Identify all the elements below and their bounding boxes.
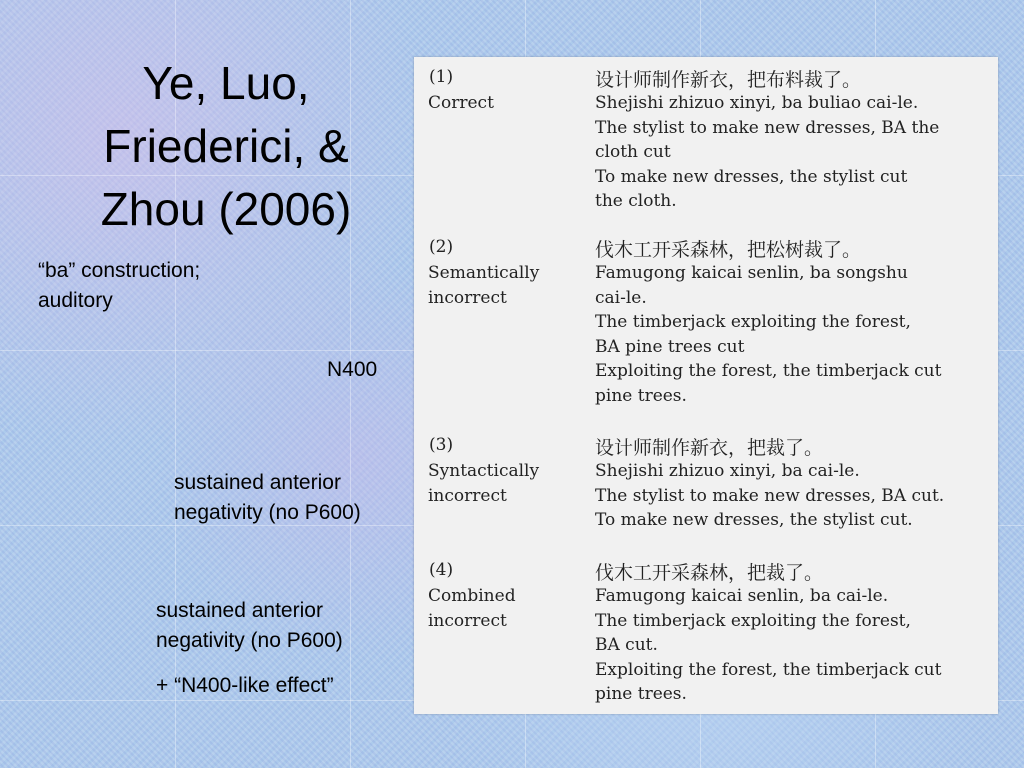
gloss-line: To make new dresses, the stylist cut <box>595 166 908 187</box>
subtitle-line: auditory <box>38 289 113 312</box>
annotation-line: sustained anterior <box>156 599 323 622</box>
example-chinese: 伐木工开采森林，把松树裁了。 <box>595 239 862 261</box>
n400-annotation: N400 <box>327 358 378 381</box>
annotation-line: sustained anterior <box>174 471 341 494</box>
gloss-line: Shejishi zhizuo xinyi, ba cai-le. <box>595 461 860 481</box>
example-condition <box>428 261 539 310</box>
gloss-line: Exploiting the forest, the timberjack cut <box>595 659 942 680</box>
condition-line: incorrect <box>428 485 507 506</box>
gloss-line: the cloth. <box>595 191 677 212</box>
annotation-line: negativity (no P600) <box>174 501 361 524</box>
example-chinese: 设计师制作新衣，把布料裁了。 <box>595 69 862 91</box>
annotation-line: negativity (no P600) <box>156 629 343 652</box>
gloss-line: The stylist to make new dresses, BA the <box>595 117 940 138</box>
slide-title <box>40 52 412 241</box>
example-chinese: 设计师制作新衣，把裁了。 <box>595 437 824 459</box>
condition-line: Correct <box>428 93 494 113</box>
gloss-line: Famugong kaicai senlin, ba cai-le. <box>595 586 889 606</box>
condition-line: incorrect <box>428 610 507 631</box>
gloss-line: The timberjack exploiting the forest, <box>595 610 911 631</box>
example-gloss <box>595 584 941 707</box>
gloss-line: The stylist to make new dresses, BA cut. <box>595 485 945 506</box>
gloss-line: Exploiting the forest, the timberjack cut <box>595 361 942 382</box>
gloss-line: pine trees. <box>595 684 687 705</box>
gloss-line: Shejishi zhizuo xinyi, ba buliao cai-le. <box>595 93 919 113</box>
example-gloss <box>595 459 944 533</box>
example-chinese: 伐木工开采森林，把裁了。 <box>595 562 824 584</box>
condition-line: Combined <box>428 586 516 606</box>
gloss-line: cai-le. <box>595 287 647 308</box>
example-gloss <box>595 91 939 214</box>
gloss-line: To make new dresses, the stylist cut. <box>595 510 913 531</box>
gloss-line: Famugong kaicai senlin, ba songshu <box>595 263 908 283</box>
example-number: (4) <box>429 560 454 580</box>
slide-subtitle <box>38 256 338 316</box>
n400-like-effect-annotation: + “N400-like effect” <box>156 674 334 697</box>
gloss-line: pine trees. <box>595 385 687 406</box>
example-number: (1) <box>429 67 454 87</box>
condition-line: Syntactically <box>428 461 540 481</box>
gloss-line: BA cut. <box>595 635 658 656</box>
condition-line: incorrect <box>428 287 507 308</box>
sustained-negativity-annotation-2 <box>156 596 343 656</box>
gloss-line: The timberjack exploiting the forest, <box>595 312 911 333</box>
gloss-line: BA pine trees cut <box>595 336 745 357</box>
example-condition <box>428 91 494 116</box>
condition-line: Semantically <box>428 263 540 283</box>
subtitle-line: “ba” construction; <box>38 259 201 282</box>
title-line: Ye, Luo, <box>142 57 310 109</box>
title-line: Friederici, & <box>103 120 349 172</box>
gloss-line: cloth cut <box>595 142 671 163</box>
example-sentences-table <box>414 57 998 714</box>
example-number: (2) <box>429 237 454 257</box>
example-number: (3) <box>429 435 454 455</box>
title-line: Zhou (2006) <box>100 183 352 235</box>
example-condition <box>428 584 516 633</box>
example-condition <box>428 459 539 508</box>
example-gloss <box>595 261 941 409</box>
sustained-negativity-annotation-1 <box>174 468 361 528</box>
